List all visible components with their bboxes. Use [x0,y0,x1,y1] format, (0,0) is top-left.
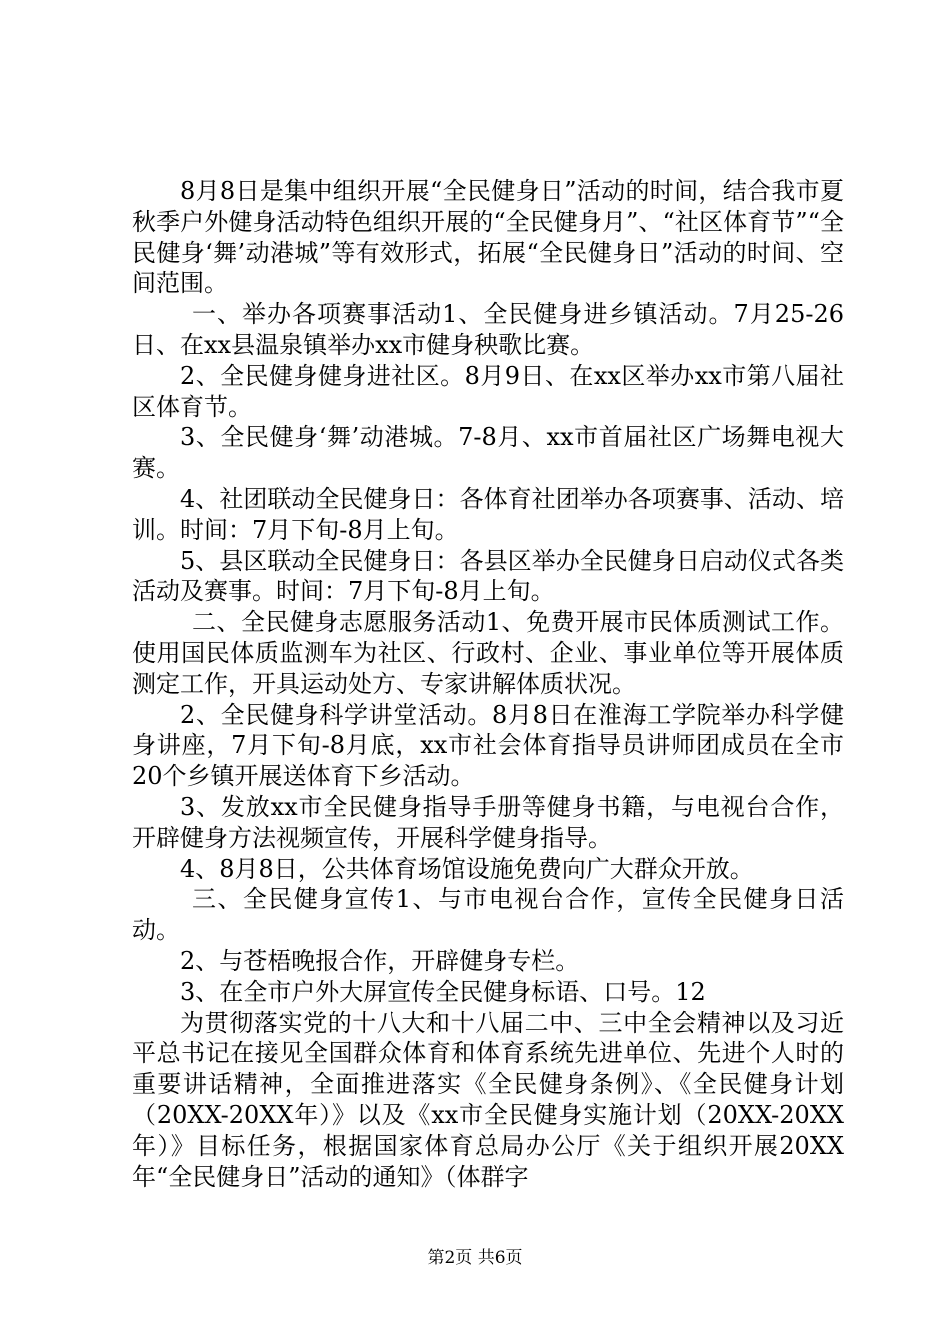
paragraph-item: 2、与苍梧晚报合作，开辟健身专栏。 [180,946,580,975]
paragraph-item: 2、全民健身健身进社区。8月9日、在xx区举办xx市第八届社区体育节。 [132,361,844,421]
paragraph-section-1: 一、举办各项赛事活动1、全民健身进乡镇活动。7月25-26日、在xx县温泉镇举办xx市健身秧歌比赛。 [132,300,844,359]
paragraph-item: 4、8月8日，公共体育场馆设施免费向广大群众开放。 [180,854,754,883]
paragraph-item: 5、县区联动全民健身日：各县区举办全民健身日启动仪式各类活动及赛事。时间：7月下旬-8月上旬。 [132,546,844,606]
paragraph-item: 2、全民健身科学讲堂活动。8月8日在淮海工学院举办科学健身讲座，7月下旬-8月底，xx市社会体育指导员讲师团成员在全市20个乡镇开展送体育下乡活动。 [132,700,844,791]
paragraph-section-3: 三、全民健身宣传1、与市电视台合作，宣传全民健身日活动。 [132,885,844,945]
paragraph-item: 3、发放xx市全民健身指导手册等健身书籍，与电视台合作，开辟健身方法视频宣传，开展科学健身指导。 [132,792,844,852]
paragraph-item: 4、社团联动全民健身日：各体育社团举办各项赛事、活动、培训。时间：7月下旬-8月上旬。 [132,484,844,544]
paragraph-body: 为贯彻落实党的十八大和十八届二中、三中全会精神以及习近平总书记在接见全国群众体育和体育系统先进单位、先进个人时的重要讲话精神，全面推进落实《全民健身条例》、《全民健身计划（20XX-20XX年）》以及《xx市全民健身实施计划（20XX-20XX年）》目标任务，根据国家体育总局办公厅《关于组织开展20XX年“全民健身日”活动的通知》（体群字 [132,1008,844,1191]
paragraph-item: 3、在全市户外大屏宣传全民健身标语、口号。12 [180,977,706,1006]
page-number-footer: 第2页 共6页 [427,1248,523,1268]
paragraph-section-2: 二、全民健身志愿服务活动1、免费开展市民体质测试工作。使用国民体质监测车为社区、行政村、企业、事业单位等开展体质测定工作，开具运动处方、专家讲解体质状况。 [132,608,844,698]
paragraph-item: 3、全民健身‘舞’动港城。7-8月、xx市首届社区广场舞电视大赛。 [132,423,844,483]
document-body [132,176,844,1192]
paragraph-intro: 8月8日是集中组织开展“全民健身日”活动的时间，结合我市夏秋季户外健身活动特色组织开展的“全民健身月”、“社区体育节”“全民健身‘舞’动港城”等有效形式，拓展“全民健身日”活动的时间、空间范围。 [132,177,844,298]
